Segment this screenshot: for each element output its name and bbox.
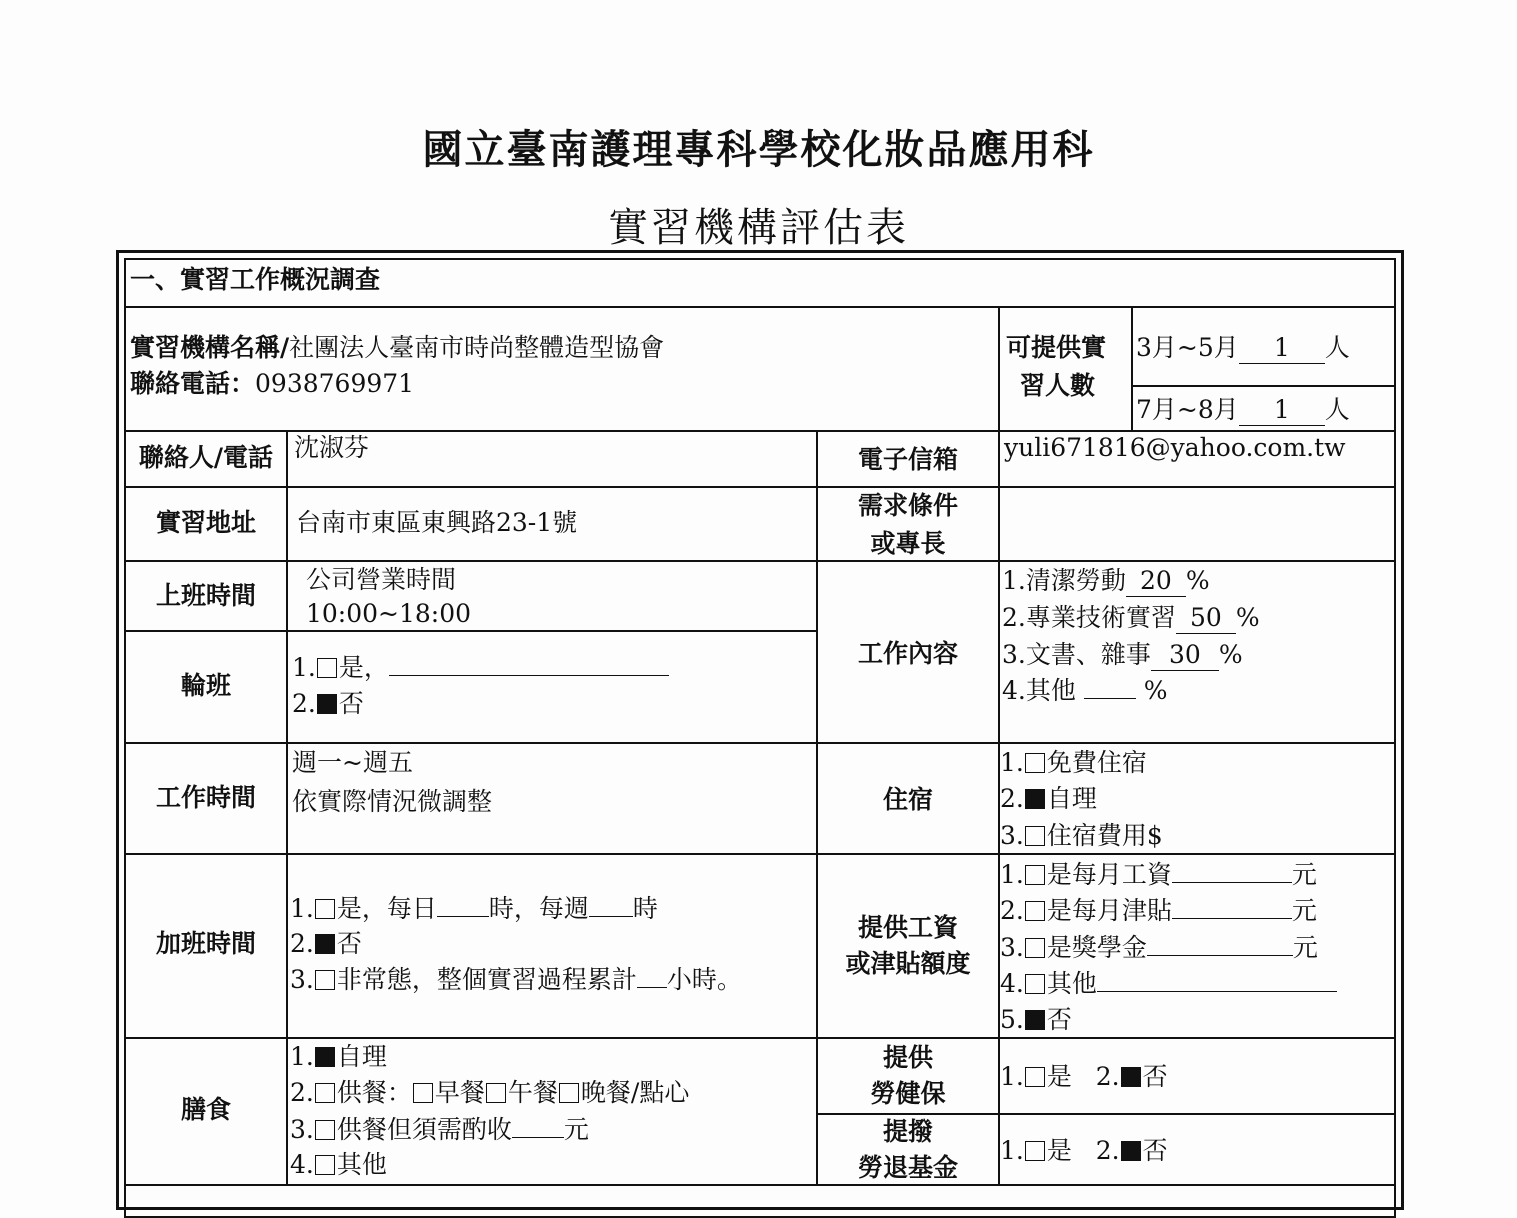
overtime-option-text: 非常態，整個實習過程累計: [336, 965, 637, 994]
job-content-item-value: 50: [1176, 603, 1236, 634]
salary-no-checkbox[interactable]: [1025, 1010, 1045, 1030]
salary-option-num: 1.: [1000, 860, 1024, 889]
work-hours-label: 上班時間: [155, 581, 256, 610]
meals-option-text: 早餐: [434, 1078, 485, 1107]
job-content-item-text: 1.清潔勞動: [1002, 566, 1126, 595]
pension-option-num: 1.: [1000, 1136, 1024, 1165]
meals-option: [290, 1147, 387, 1183]
work-time-line1: 週一~週五: [292, 748, 413, 777]
overtime-option-num: 3.: [290, 965, 314, 994]
form-title: 實習機構評估表: [608, 205, 909, 251]
meals-other-checkbox[interactable]: [315, 1155, 335, 1175]
work-time-label: 工作時間: [155, 783, 256, 812]
rule-capacity-mid: [1131, 306, 1133, 430]
lodging-option-num: 2.: [1000, 784, 1024, 813]
address-label: 實習地址: [155, 508, 256, 537]
salary-wage-checkbox[interactable]: [1025, 865, 1045, 885]
meals-option-text: 午餐: [507, 1078, 558, 1107]
overtime-weekly-blank[interactable]: [589, 916, 633, 917]
shift-no-checkbox[interactable]: [317, 694, 337, 714]
salary-unit: 元: [1291, 896, 1317, 925]
insurance-option-text: 是: [1046, 1062, 1072, 1091]
requirement-label-line1: 需求條件: [857, 491, 958, 520]
salary-option-num: 4.: [1000, 969, 1024, 998]
lodging-option-text: 免費住宿: [1046, 748, 1147, 777]
document-title: 國立臺南護理專科學校化妝品應用科: [422, 126, 1095, 173]
lodging-option-num: 3.: [1000, 821, 1024, 850]
job-content-item-value[interactable]: [1084, 698, 1136, 699]
shift-label: 輪班: [180, 671, 231, 700]
pension-option-num: 2.: [1095, 1136, 1120, 1165]
meals-dinner-checkbox[interactable]: [559, 1083, 579, 1103]
requirement-label-line2: 或專長: [870, 529, 946, 558]
lodging-label: 住宿: [882, 785, 933, 814]
overtime-option-num: 2.: [290, 929, 314, 958]
salary-option: [1000, 893, 1317, 929]
rule-work-time: [124, 853, 1396, 855]
lodging-option-text: 住宿費用$: [1046, 821, 1163, 850]
shift-option-no: [292, 686, 364, 722]
email-value: yuli671816@yahoo.com.tw: [1004, 433, 1346, 462]
overtime-no-checkbox[interactable]: [315, 934, 335, 954]
salary-option-text: 其他: [1046, 969, 1097, 998]
rule-bottom: [124, 1184, 1396, 1186]
contact-label: 聯絡人/電話: [138, 443, 274, 472]
salary-label-line2: 或津貼額度: [845, 949, 971, 978]
overtime-option-text: 小時。: [666, 965, 742, 994]
salary-other-checkbox[interactable]: [1025, 974, 1045, 994]
salary-option: [1000, 930, 1318, 966]
shift-yes-blank[interactable]: [389, 675, 669, 676]
meals-option-num: 2.: [290, 1078, 314, 1107]
meals-option-text: 自理: [336, 1042, 387, 1071]
rule-shift: [124, 742, 1396, 744]
org-phone-value: 0938769971: [255, 369, 415, 398]
rule-contact: [124, 486, 1396, 488]
shift-option-yes-text: 是，: [338, 653, 389, 682]
pension-label-line2: 勞退基金: [857, 1153, 958, 1182]
insurance-option-num: 2.: [1095, 1062, 1120, 1091]
insurance-label-line2: 勞健保: [870, 1079, 946, 1108]
job-content-item-unit: %: [1235, 603, 1260, 632]
shift-yes-checkbox[interactable]: [317, 658, 337, 678]
job-content-item-unit: %: [1185, 566, 1210, 595]
org-name-row: [130, 330, 664, 366]
salary-option-num: 2.: [1000, 896, 1024, 925]
insurance-no-checkbox[interactable]: [1121, 1067, 1141, 1087]
capacity-unit: 人: [1324, 333, 1350, 362]
overtime-daily-blank[interactable]: [437, 916, 489, 917]
salary-option-text: 是每月津貼: [1046, 896, 1172, 925]
job-content-item: [1002, 637, 1243, 673]
job-content-item: [1002, 563, 1210, 599]
job-content-item-text: 3.文書、雜事: [1002, 640, 1151, 669]
meals-option-text: 晚餐/點心: [580, 1078, 690, 1107]
pension-option-text: 是: [1046, 1136, 1072, 1165]
salary-wage-blank[interactable]: [1172, 882, 1292, 883]
work-time-line2: 依實際情況微調整: [292, 787, 493, 816]
meals-self-checkbox[interactable]: [315, 1047, 335, 1067]
salary-scholarship-checkbox[interactable]: [1025, 938, 1045, 958]
section-title: 一、實習工作概況調查: [130, 265, 381, 294]
meals-option: [290, 1039, 387, 1075]
capacity-period1-row: [1136, 330, 1350, 366]
pension-option-text: 否: [1142, 1136, 1168, 1165]
job-content-item-unit: %: [1218, 640, 1243, 669]
work-hours-line2: 10:00~18:00: [306, 599, 472, 628]
capacity-label-line1: 可提供實: [1006, 333, 1107, 362]
lodging-option-free: [1000, 745, 1147, 781]
shift-option-no-text: 否: [338, 689, 364, 718]
pension-yes-checkbox[interactable]: [1025, 1141, 1045, 1161]
pension-label-line1: 提撥: [882, 1117, 933, 1146]
overtime-option-text: 是，每日: [336, 894, 437, 923]
overtime-option-irregular: [290, 962, 742, 998]
contact-value: 沈淑芬: [294, 433, 370, 462]
lodging-option-self: [1000, 781, 1097, 817]
insurance-options: [1000, 1059, 1168, 1095]
pension-no-checkbox[interactable]: [1121, 1141, 1141, 1161]
overtime-total-blank[interactable]: [637, 987, 667, 988]
lodging-free-checkbox[interactable]: [1025, 753, 1045, 773]
org-name-label: 實習機構名稱/: [130, 333, 290, 362]
shift-option-yes-num: 1.: [292, 653, 316, 682]
lodging-option-text: 自理: [1046, 784, 1097, 813]
overtime-option-text: 時: [632, 894, 658, 923]
overtime-irregular-checkbox[interactable]: [315, 970, 335, 990]
salary-option: [1000, 857, 1317, 893]
job-content-item-unit: %: [1143, 676, 1168, 705]
job-content-label: 工作內容: [857, 639, 958, 668]
capacity-period2-row: [1136, 392, 1350, 428]
lodging-option-fee: [1000, 818, 1163, 854]
salary-unit: 元: [1292, 933, 1318, 962]
rule-capacity-left: [998, 306, 1000, 430]
meals-fee-blank[interactable]: [512, 1137, 564, 1138]
salary-option-text: 否: [1046, 1005, 1072, 1034]
work-hours-line1: 公司營業時間: [306, 565, 457, 594]
capacity-count2: 1: [1239, 395, 1325, 426]
meals-lunch-checkbox[interactable]: [486, 1083, 506, 1103]
capacity-period1: 3月~5月: [1136, 333, 1239, 362]
meals-label: 膳食: [180, 1095, 231, 1124]
org-phone-label: 聯絡電話：: [130, 369, 256, 398]
meals-option: [290, 1112, 589, 1148]
salary-scholarship-blank[interactable]: [1147, 955, 1293, 956]
address-value: 台南市東區東興路23-1號: [296, 508, 578, 537]
job-content-item-text: 4.其他: [1002, 676, 1076, 705]
insurance-label-line1: 提供: [882, 1043, 933, 1072]
job-content-item-text: 2.專業技術實習: [1002, 603, 1176, 632]
overtime-option-num: 1.: [290, 894, 314, 923]
rule-capacity-split: [1132, 385, 1396, 387]
salary-allowance-blank[interactable]: [1172, 918, 1292, 919]
lodging-fee-checkbox[interactable]: [1025, 826, 1045, 846]
pension-options: [1000, 1133, 1168, 1169]
meals-provided-checkbox[interactable]: [315, 1083, 335, 1103]
salary-option-text: 是獎學金: [1046, 933, 1147, 962]
email-label: 電子信箱: [857, 445, 958, 474]
job-content-item-value: 30: [1151, 640, 1219, 671]
overtime-option-no: [290, 926, 362, 962]
lodging-self-checkbox[interactable]: [1025, 789, 1045, 809]
insurance-yes-checkbox[interactable]: [1025, 1067, 1045, 1087]
meals-option-num: 3.: [290, 1115, 314, 1144]
meals-option-text: 其他: [336, 1150, 387, 1179]
shift-option-yes: [292, 650, 669, 686]
overtime-option-text: 否: [336, 929, 362, 958]
lodging-option-num: 1.: [1000, 748, 1024, 777]
salary-unit: 元: [1291, 860, 1317, 889]
org-name-value: 社團法人臺南市時尚整體造型協會: [289, 333, 665, 362]
capacity-period2: 7月~8月: [1136, 395, 1239, 424]
capacity-count1: 1: [1239, 333, 1325, 364]
salary-option: [1000, 966, 1337, 1002]
meals-option-text: 供餐：: [336, 1078, 412, 1107]
job-content-item: [1002, 600, 1260, 636]
salary-label-line1: 提供工資: [857, 913, 958, 942]
meals-option-text: 供餐但須需酌收: [336, 1115, 512, 1144]
overtime-yes-checkbox[interactable]: [315, 899, 335, 919]
salary-option: [1000, 1002, 1072, 1038]
overtime-option-yes: [290, 891, 658, 927]
meals-option-num: 1.: [290, 1042, 314, 1071]
overtime-option-text: 時，每週: [488, 894, 589, 923]
job-content-item-value: 20: [1126, 566, 1186, 597]
meals-fee-checkbox[interactable]: [315, 1120, 335, 1140]
org-phone-row: [130, 366, 414, 402]
meals-option: [290, 1075, 689, 1111]
meals-breakfast-checkbox[interactable]: [413, 1083, 433, 1103]
meals-option-num: 4.: [290, 1150, 314, 1179]
salary-other-blank[interactable]: [1097, 991, 1337, 992]
overtime-label: 加班時間: [155, 929, 256, 958]
salary-option-text: 是每月工資: [1046, 860, 1172, 889]
rule-label-col: [286, 430, 288, 1184]
capacity-label-line2: 習人數: [1020, 371, 1096, 400]
rule-section-header: [124, 306, 1396, 308]
salary-option-num: 5.: [1000, 1005, 1024, 1034]
insurance-option-text: 否: [1142, 1062, 1168, 1091]
shift-option-no-num: 2.: [292, 689, 316, 718]
capacity-unit: 人: [1324, 395, 1350, 424]
salary-allowance-checkbox[interactable]: [1025, 901, 1045, 921]
job-content-item: [1002, 673, 1168, 709]
meals-option-text: 元: [563, 1115, 589, 1144]
salary-option-num: 3.: [1000, 933, 1024, 962]
insurance-option-num: 1.: [1000, 1062, 1024, 1091]
